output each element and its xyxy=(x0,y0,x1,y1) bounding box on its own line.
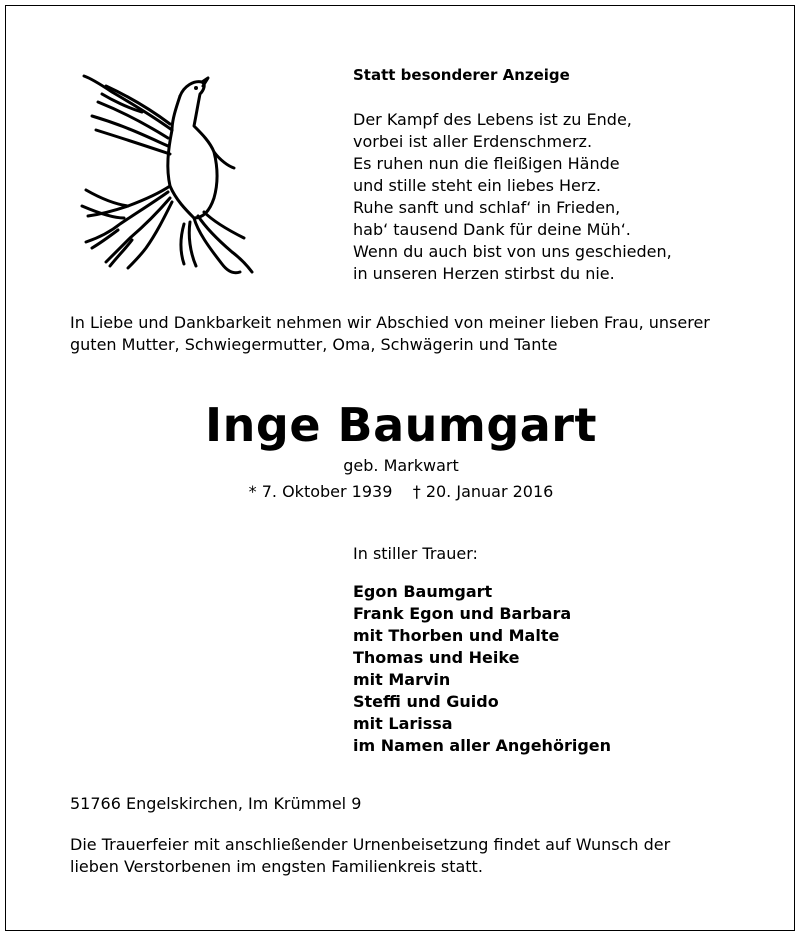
deceased-name: Inge Baumgart xyxy=(205,398,597,452)
poem-line: hab‘ tausend Dank für deine Müh‘. xyxy=(353,220,631,239)
life-dates xyxy=(6,482,796,501)
poem-line: vorbei ist aller Erdenschmerz. xyxy=(353,132,593,151)
family-list xyxy=(353,581,611,757)
poem-line: und stille steht ein liebes Herz. xyxy=(353,176,601,195)
funeral-line: lieben Verstorbenen im engsten Familienkreis statt. xyxy=(70,857,483,876)
notice-heading: Statt besonderer Anzeige xyxy=(353,66,570,84)
intro-text xyxy=(70,312,740,356)
poem-line: Es ruhen nun die fleißigen Hände xyxy=(353,154,620,173)
birth-name: geb. Markwart xyxy=(343,456,459,475)
death-date: † 20. Januar 2016 xyxy=(412,482,554,501)
dove-icon xyxy=(72,68,262,278)
family-member: mit Larissa xyxy=(353,714,453,733)
poem-line: Ruhe sanft und schlaf‘ in Frieden, xyxy=(353,198,621,217)
mourning-label: In stiller Trauer: xyxy=(353,544,478,563)
poem-line: in unseren Herzen stirbst du nie. xyxy=(353,264,615,283)
birth-date: * 7. Oktober 1939 xyxy=(248,482,393,501)
funeral-info xyxy=(70,834,732,878)
family-member: mit Thorben und Malte xyxy=(353,626,560,645)
poem-line: Der Kampf des Lebens ist zu Ende, xyxy=(353,110,632,129)
obituary-notice xyxy=(5,5,795,931)
family-member: mit Marvin xyxy=(353,670,451,689)
funeral-line: Die Trauerfeier mit anschließender Urnenbeisetzung findet auf Wunsch der xyxy=(70,835,671,854)
family-member: Egon Baumgart xyxy=(353,582,493,601)
address: 51766 Engelskirchen, Im Krümmel 9 xyxy=(70,794,362,813)
intro-line: In Liebe und Dankbarkeit nehmen wir Abschied von meiner lieben Frau, unserer xyxy=(70,313,710,332)
family-member: Frank Egon und Barbara xyxy=(353,604,572,623)
poem xyxy=(353,109,672,285)
family-member: im Namen aller Angehörigen xyxy=(353,736,612,755)
poem-line: Wenn du auch bist von uns geschieden, xyxy=(353,242,672,261)
family-member: Steffi und Guido xyxy=(353,692,499,711)
intro-line: guten Mutter, Schwiegermutter, Oma, Schwägerin und Tante xyxy=(70,335,558,354)
family-member: Thomas und Heike xyxy=(353,648,520,667)
